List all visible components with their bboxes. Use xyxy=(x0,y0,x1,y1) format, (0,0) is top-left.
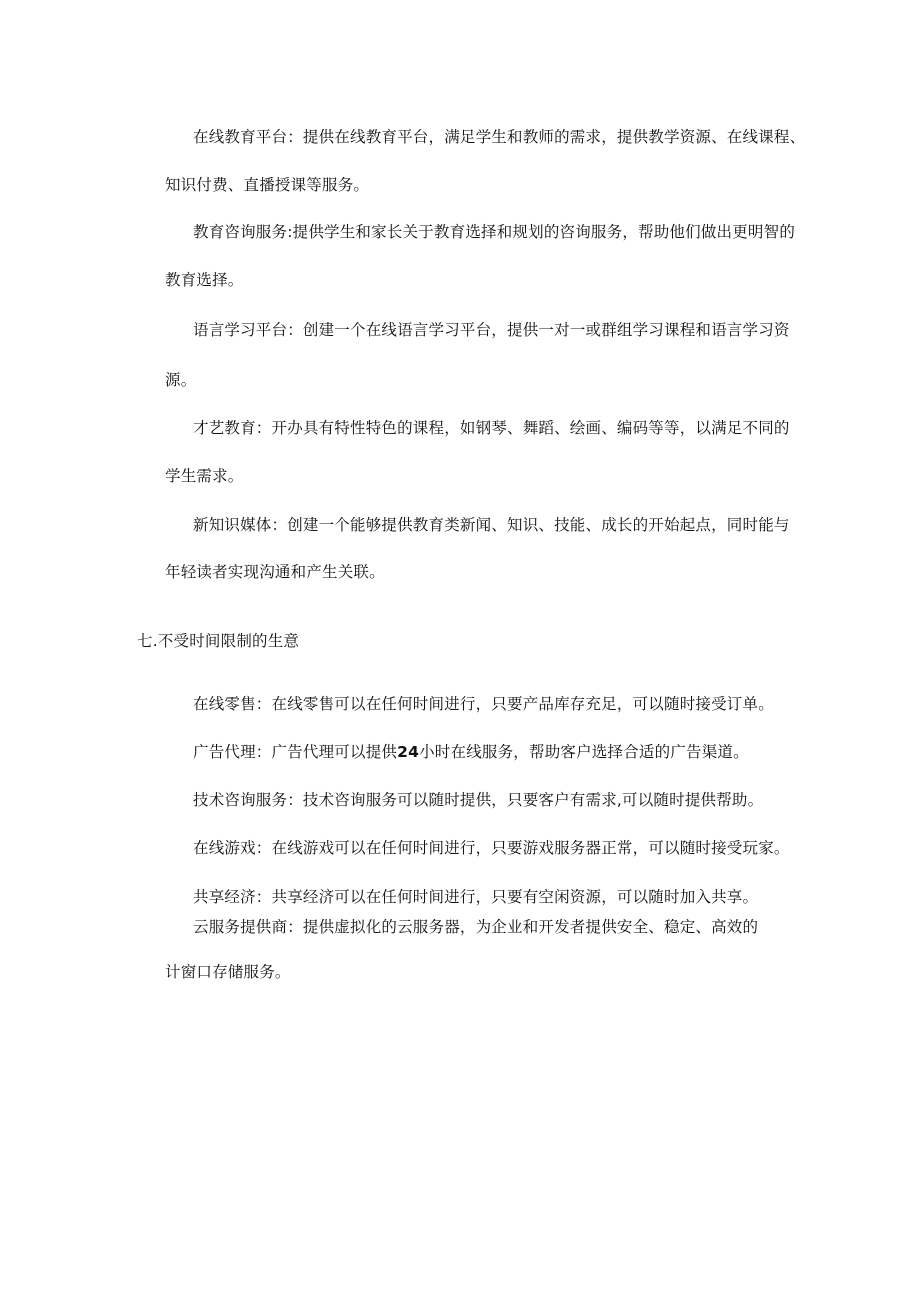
item-sharing-economy: 共享经济：共享经济可以在任何时间进行，只要有空闲资源，可以随时加入共享。 xyxy=(193,888,759,906)
paragraph-language-learning-line1: 语言学习平台：创建一个在线语言学习平台，提供一对一或群组学习课程和语言学习资 xyxy=(193,321,790,339)
section-heading: 七.不受时间限制的生意 xyxy=(137,632,300,650)
paragraph-education-consulting-line2: 教育选择。 xyxy=(165,271,244,289)
item-online-games: 在线游戏：在线游戏可以在任何时间进行，只要游戏服务器正常，可以随时接受玩家。 xyxy=(193,839,790,857)
item-cloud-provider-line2: 计窗口存储服务。 xyxy=(165,963,291,981)
item-cloud-provider-line1: 云服务提供商：提供虚拟化的云服务器，为企业和开发者提供安全、稳定、高效的 xyxy=(193,918,759,936)
item-ad-agency-suffix: 小时在线服务，帮助客户选择合适的广告渠道。 xyxy=(419,743,749,761)
paragraph-arts-education-line2: 学生需求。 xyxy=(165,467,244,485)
paragraph-online-education-line1: 在线教育平台：提供在线教育平台，满足学生和教师的需求，提供教学资源、在线课程、 xyxy=(193,128,806,146)
paragraph-arts-education-line1: 才艺教育：开办具有特性特色的课程，如钢琴、舞蹈、绘画、编码等等，以满足不同的 xyxy=(193,419,790,437)
paragraph-new-media-line2: 年轻读者实现沟通和产生关联。 xyxy=(165,563,385,581)
item-ad-agency-prefix: 广告代理：广告代理可以提供 xyxy=(193,743,398,761)
paragraph-online-education-line2: 知识付费、直播授课等服务。 xyxy=(165,176,370,194)
item-online-retail: 在线零售：在线零售可以在任何时间进行，只要产品库存充足，可以随时接受订单。 xyxy=(193,695,774,713)
paragraph-language-learning-line2: 源。 xyxy=(165,371,197,389)
item-ad-agency-hours: 24 xyxy=(397,743,420,761)
paragraph-education-consulting-line1: 教育咨询服务:提供学生和家长关于教育选择和规划的咨询服务，帮助他们做出更明智的 xyxy=(193,223,796,241)
item-tech-consulting: 技术咨询服务：技术咨询服务可以随时提供，只要客户有需求,可以随时提供帮助。 xyxy=(193,791,764,809)
paragraph-new-media-line1: 新知识媒体：创建一个能够提供教育类新闻、知识、技能、成长的开始起点，同时能与 xyxy=(193,516,790,534)
item-ad-agency xyxy=(193,742,749,762)
